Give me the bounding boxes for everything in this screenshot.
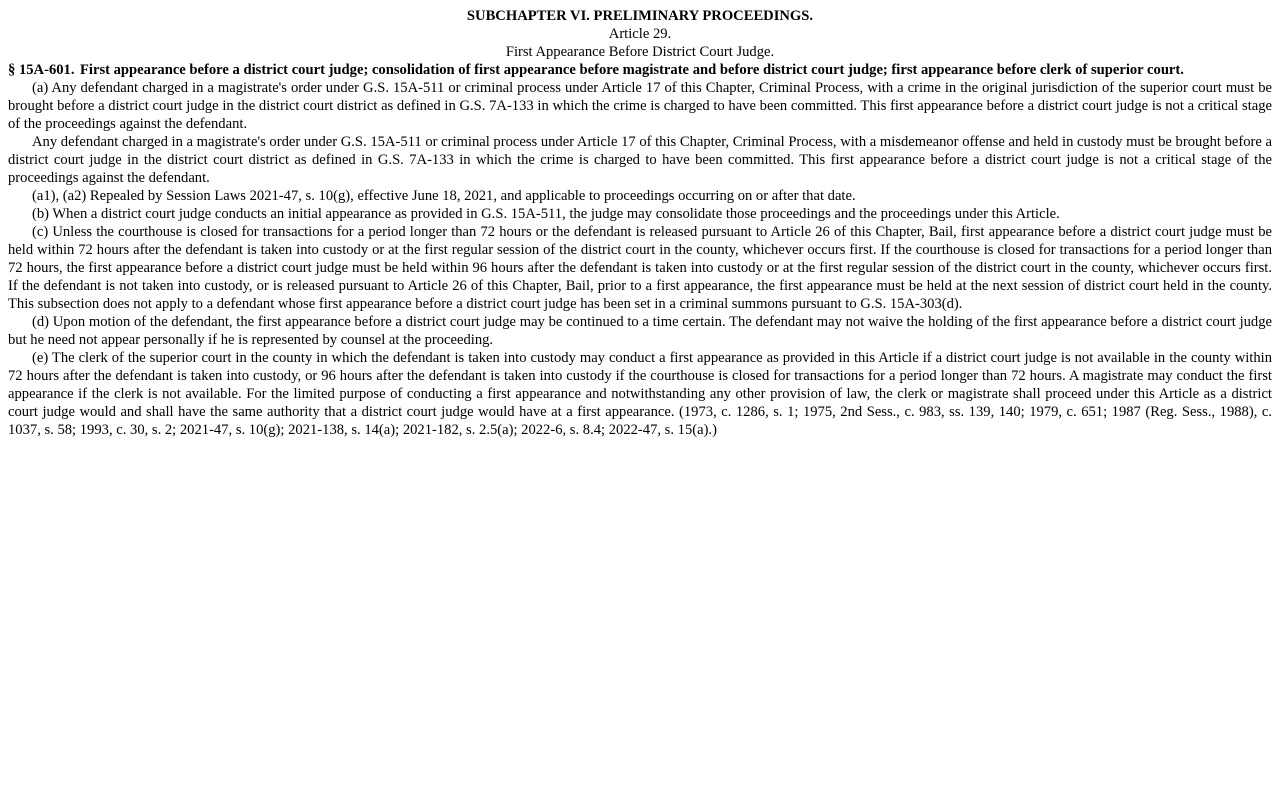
paragraph-b: (b) When a district court judge conducts an initial appearance as provided in G.S. 15A-511, the judge may consolidate those proceedings and the proceedings under this Article. xyxy=(32,206,1060,222)
section-heading xyxy=(8,61,1272,79)
paragraph-e: (e) The clerk of the superior court in the county in which the defendant is taken into custody may conduct a first appearance as provided in this Article if a district court judge is not available in the county within 72 hours after the defendant is taken into custody, or 96 hours after the defendant is taken into custody if the courthouse is closed for transactions for a period longer than 72 hours. A magistrate may conduct the first appearance if the clerk is not available. For the limited purpose of conducting a first appearance and notwithstanding any other provision of law, the clerk or magistrate shall proceed under this Article as a district court judge would and shall have the same authority that a district court judge would have at a first appearance. (1973, c. 1286, s. 1; 1975, 2nd Sess., c. 983, ss. 139, 140; 1979, c. 651; 1987 (Reg. Sess., 1988), c. 1037, s. 58; 1993, c. 30, s. 2; 2021-47, s. 10(g); 2021-138, s. 14(a); 2021-182, s. 2.5(a); 2022-6, s. 8.4; 2022-47, s. 15(a).) xyxy=(8,350,1272,438)
paragraph-a1-a2: (a1), (a2) Repealed by Session Laws 2021-47, s. 10(g), effective June 18, 2021, and applicable to proceedings occurring on or after that date. xyxy=(32,188,856,204)
section-number: § 15A-601. xyxy=(8,62,75,78)
paragraph-d: (d) Upon motion of the defendant, the first appearance before a district court judge may be continued to a time certain. The defendant may not waive the holding of the first appearance before a district court judge but he need not appear personally if he is represented by counsel at the proceeding. xyxy=(8,314,1272,348)
article-number: Article 29. xyxy=(608,26,672,42)
paragraph-c: (c) Unless the courthouse is closed for transactions for a period longer than 72 hours or the defendant is released pursuant to Article 26 of this Chapter, Bail, first appearance before a district court judge must be held within 72 hours after the defendant is taken into custody or at the first regular session of the district court in the county, whichever occurs first. If the courthouse is closed for transactions for a period longer than 72 hours, the first appearance before a district court judge must be held within 96 hours after the defendant is taken into custody or at the first regular session of the district court in the county, whichever occurs first. If the defendant is not taken into custody, or is released pursuant to Article 26 of this Chapter, Bail, prior to a first appearance, the first appearance must be held at the next session of district court held in the county. This subsection does not apply to a defendant whose first appearance before a district court judge has been set in a criminal summons pursuant to G.S. 15A-303(d). xyxy=(8,224,1272,312)
paragraph-a-continued: Any defendant charged in a magistrate's order under G.S. 15A-511 or criminal process under Article 17 of this Chapter, Criminal Process, with a misdemeanor offense and held in custody must be brought before a district court judge in the district court district as defined in G.S. 7A-133 in which the crime is charged to have been committed. This first appearance before a district court judge is not a critical stage of the proceedings against the defendant. xyxy=(8,134,1272,186)
article-title: First Appearance Before District Court Judge. xyxy=(505,44,775,60)
subchapter-heading: SUBCHAPTER VI. PRELIMINARY PROCEEDINGS. xyxy=(466,8,814,24)
paragraph-a: (a) Any defendant charged in a magistrate's order under G.S. 15A-511 or criminal process under Article 17 of this Chapter, Criminal Process, with a crime in the original jurisdiction of the superior court must be brought before a district court judge in the district court district as defined in G.S. 7A-133 in which the crime is charged to have been committed. This first appearance before a district court judge is not a critical stage of the proceedings against the defendant. xyxy=(8,80,1272,132)
section-title: First appearance before a district court judge; consolidation of first appearance before magistrate and before district court judge; first appearance before clerk of superior court. xyxy=(80,62,1184,78)
